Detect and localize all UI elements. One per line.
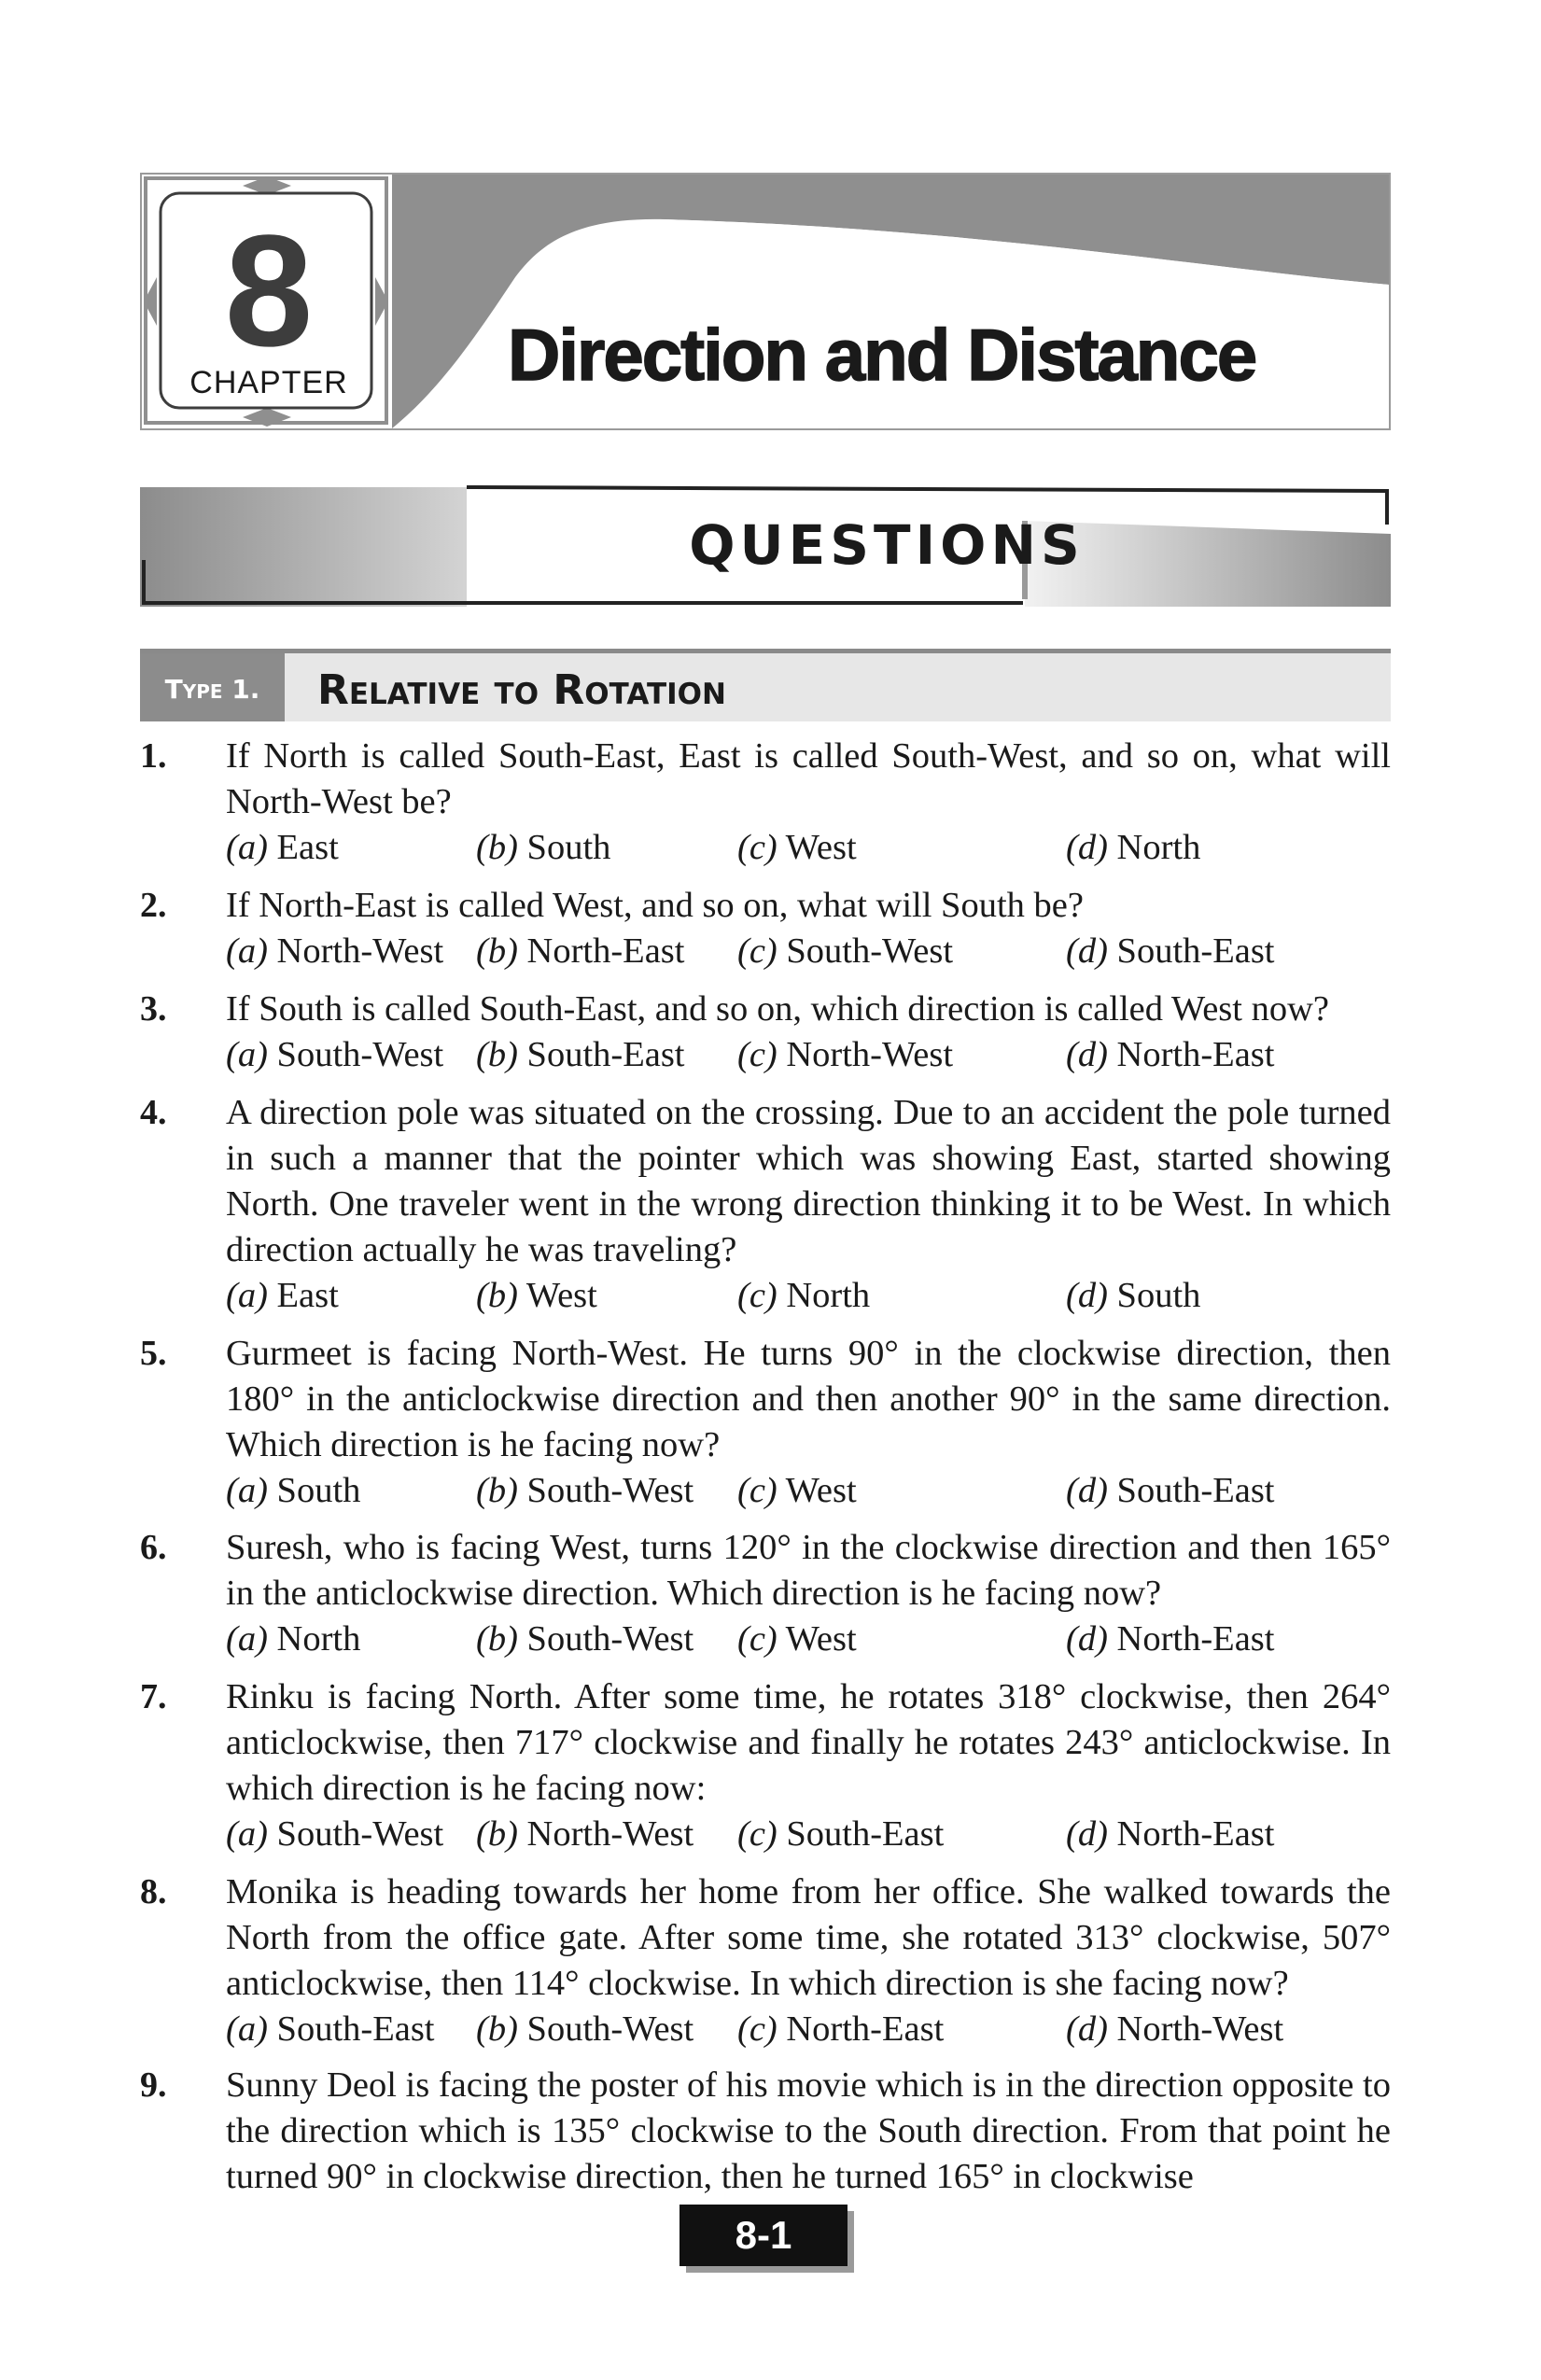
options-row xyxy=(226,929,1391,974)
option-d: (d) North-West xyxy=(1066,2009,1284,2049)
question-number: 1. xyxy=(140,736,167,776)
options-row xyxy=(226,825,1391,871)
option-a: (a) North xyxy=(226,1619,361,1659)
question-text: If South is called South-East, and so on, which direction is called West now? xyxy=(226,989,1329,1029)
option-a: (a) South-West xyxy=(226,1814,444,1854)
option-a: (a) North-West xyxy=(226,931,444,971)
section-title: QUESTIONS xyxy=(689,513,1085,577)
type-tag: Type 1. xyxy=(140,653,285,721)
option-c: (c) North xyxy=(737,1276,871,1315)
option-d: (d) South-East xyxy=(1066,931,1275,971)
option-d: (d) South-East xyxy=(1066,1471,1275,1510)
option-a: (a) East xyxy=(226,1276,339,1315)
options-row xyxy=(226,1032,1391,1078)
option-d: (d) North-East xyxy=(1066,1619,1275,1659)
option-b: (b) North-West xyxy=(476,1814,694,1854)
question-text: Suresh, who is facing West, turns 120° in the clockwise direction and then 165° in the anticlockwise direction. Which direction is he facing now? xyxy=(226,1528,1391,1613)
option-b: (b) North-East xyxy=(476,931,685,971)
chapter-title: Direction and Distance xyxy=(508,314,1256,396)
question-text: Rinku is facing North. After some time, he rotates 318° clockwise, then 264° anticlockwise, then 717° clockwise and finally he rotates 243° anticlockwise. In which direction is he facing now: xyxy=(226,1677,1391,1808)
options-row xyxy=(226,1273,1391,1319)
option-b: (b) South xyxy=(476,828,611,867)
question-text: If North-East is called West, and so on, what will South be? xyxy=(226,886,1084,925)
option-a: (a) South xyxy=(226,1471,361,1510)
question-number: 3. xyxy=(140,989,167,1029)
option-a: (a) East xyxy=(226,828,339,867)
questions-header xyxy=(140,485,1391,607)
option-c: (c) North-East xyxy=(737,2009,945,2049)
option-b: (b) South-West xyxy=(476,1619,694,1659)
question-text: Sunny Deol is facing the poster of his movie which is in the direction opposite to the direction which is 135° clockwise to the South direction. From that point he turned 90° in clockwise direction, then he turned 165° in clockwise xyxy=(226,2065,1391,2196)
option-d: (d) South xyxy=(1066,1276,1201,1315)
question-text: Monika is heading towards her home from her office. She walked towards the North from the office gate. After some time, she rotated 313° clockwise, 507° anticlockwise, then 114° clockwise. In which direction is she facing now? xyxy=(226,1872,1391,2003)
option-c: (c) West xyxy=(737,1619,857,1659)
question-text: If North is called South-East, East is called South-West, and so on, what will North-West be? xyxy=(226,736,1391,821)
chapter-badge xyxy=(162,195,375,408)
option-c: (c) North-West xyxy=(737,1035,954,1074)
type-name: Relative to Rotation xyxy=(317,666,726,714)
question-number: 2. xyxy=(140,886,167,925)
option-c: (c) West xyxy=(737,828,857,867)
option-a: (a) South-East xyxy=(226,2009,435,2049)
option-b: (b) West xyxy=(476,1276,597,1315)
question-text: A direction pole was situated on the crossing. Due to an accident the pole turned in such a manner that the pointer which was showing East, started showing North. One traveler went in the wrong direction thinking it to be West. In which direction actually he was traveling? xyxy=(226,1093,1391,1269)
option-a: (a) South-West xyxy=(226,1035,444,1074)
option-d: (d) North xyxy=(1066,828,1201,867)
option-c: (c) South-West xyxy=(737,931,954,971)
page-number: 8-1 xyxy=(679,2205,848,2266)
chapter-label: CHAPTER xyxy=(189,365,348,400)
option-c: (c) South-East xyxy=(737,1814,945,1854)
question-number: 7. xyxy=(140,1677,167,1716)
question-number: 8. xyxy=(140,1872,167,1911)
option-d: (d) North-East xyxy=(1066,1814,1275,1854)
options-row xyxy=(226,2007,1391,2052)
option-b: (b) South-East xyxy=(476,1035,685,1074)
option-d: (d) North-East xyxy=(1066,1035,1275,1074)
question-text: Gurmeet is facing North-West. He turns 90° in the clockwise direction, then 180° in the anticlockwise direction and then another 90° in the same direction. Which direction is he facing now? xyxy=(226,1334,1391,1464)
question-number: 4. xyxy=(140,1093,167,1132)
question-number: 9. xyxy=(140,2065,167,2105)
options-row xyxy=(226,1812,1391,1857)
option-b: (b) South-West xyxy=(476,2009,694,2049)
options-row xyxy=(226,1468,1391,1514)
chapter-number: 8 xyxy=(224,203,314,380)
chapter-banner xyxy=(140,173,1391,430)
type-bar xyxy=(140,649,1391,721)
option-c: (c) West xyxy=(737,1471,857,1510)
option-b: (b) South-West xyxy=(476,1471,694,1510)
options-row xyxy=(226,1617,1391,1662)
question-number: 5. xyxy=(140,1334,167,1373)
question-number: 6. xyxy=(140,1528,167,1567)
